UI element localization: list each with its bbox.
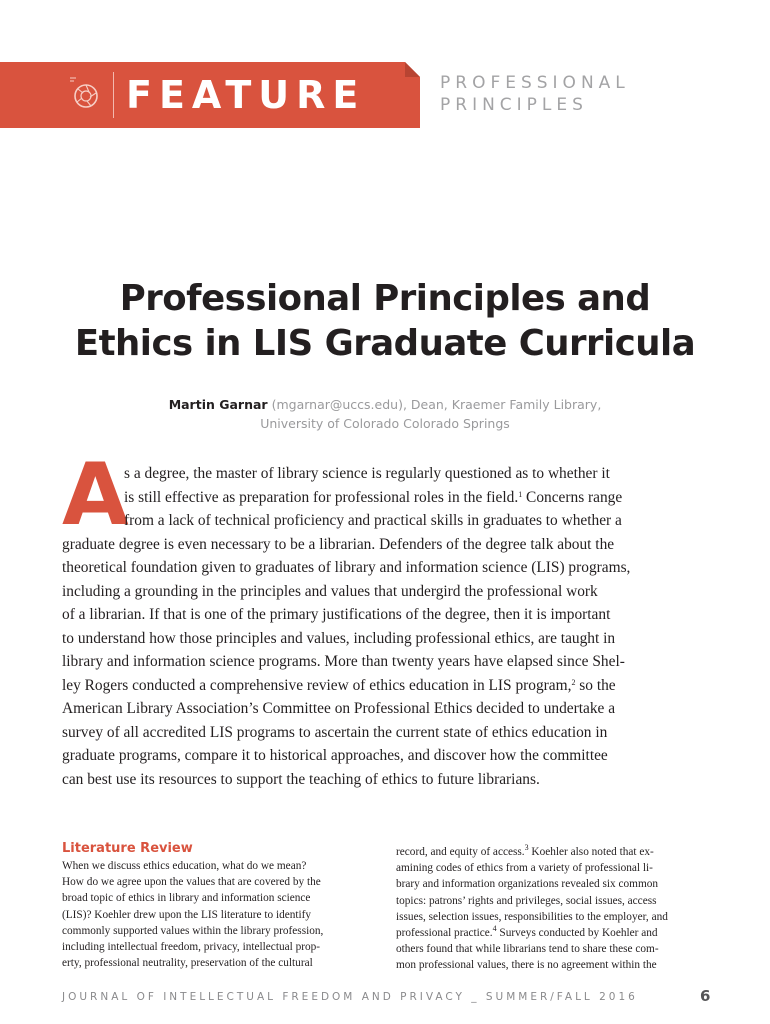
section-kicker	[440, 72, 630, 116]
author-detail: (mgarnar@uccs.edu), Dean, Kraemer Family Library,	[271, 397, 602, 412]
body-line: s a degree, the master of library science is regularly questioned as to whether it	[124, 465, 610, 482]
banner-divider	[113, 72, 114, 118]
body-line: graduate degree is even necessary to be a librarian. Defenders of the degree talk about the	[62, 535, 615, 553]
column-line: (LIS)? Koehler drew upon the LIS literature to identify	[62, 908, 312, 921]
byline-line-1	[0, 395, 770, 414]
column-line: How do we agree upon the values that are covered by the	[62, 876, 321, 889]
shutter-circle-icon	[68, 76, 104, 112]
column-line: brary and information organizations revealed six common	[396, 878, 659, 891]
page-number: 6	[700, 987, 711, 1005]
body-line: is still effective as preparation for professional roles in the field.$^1$ Concerns range	[124, 488, 623, 506]
body-line: ley Rogers conducted a comprehensive review of ethics education in LIS program,$^2$ so the	[62, 676, 616, 694]
column-line: amining codes of ethics from a variety of professional li-	[396, 862, 653, 875]
article-title	[0, 276, 770, 366]
kicker-line-1: PROFESSIONAL	[440, 73, 630, 93]
kicker-line-2: PRINCIPLES	[440, 95, 588, 115]
title-line-2: Ethics in LIS Graduate Curricula	[74, 323, 696, 364]
body-line: from a lack of technical proficiency and practical skills in graduates to whether a	[124, 512, 622, 529]
body-line: survey of all accredited LIS programs to ascertain the current state of ethics education in	[62, 723, 608, 741]
footnote-ref[interactable]: 3	[524, 843, 529, 852]
column-line: When we discuss ethics education, what do we mean?	[62, 860, 307, 872]
section-label: FEATURE	[126, 73, 366, 117]
title-line-1: Professional Principles and	[119, 278, 651, 319]
body-line: can best use its resources to support the teaching of ethics to future librarians.	[62, 770, 540, 788]
column-line: including intellectual freedom, privacy, intellectual prop-	[62, 941, 321, 954]
body-line: of a librarian. If that is one of the primary justifications of the degree, then it is important	[62, 606, 611, 623]
column-line: mon professional values, there is no agreement within the	[396, 959, 657, 972]
journal-footer: JOURNAL OF INTELLECTUAL FREEDOM AND PRIVACY _ SUMMER/FALL 2016	[62, 991, 638, 1003]
column-line: issues, selection issues, responsibilities to the employer, and	[396, 910, 668, 923]
column-line: erty, professional neutrality, preservation of the cultural	[62, 957, 313, 970]
body-line: including a grounding in the principles and values that undergird the professional work	[62, 582, 598, 600]
author-name: Martin Garnar	[168, 397, 268, 412]
left-column	[62, 840, 380, 971]
author-affiliation: University of Colorado Colorado Springs	[260, 416, 510, 431]
body-line: theoretical foundation given to graduates of library and information science (LIS) programs,	[62, 559, 631, 576]
banner-fold-shadow	[405, 62, 420, 77]
drop-cap: A	[62, 445, 129, 545]
footnote-ref[interactable]: 2	[571, 677, 576, 687]
body-line: American Library Association’s Committee on Professional Ethics decided to undertake a	[62, 700, 616, 717]
column-line: broad topic of ethics in library and information science	[62, 892, 311, 905]
body-line: graduate programs, compare it to historical approaches, and discover how the committee	[62, 747, 608, 764]
section-heading: Literature Review	[62, 841, 193, 856]
right-column	[396, 844, 714, 974]
body-line: to understand how those principles and values, including professional ethics, are taught in	[62, 629, 616, 647]
column-line: record, and equity of access.$^3$ Koehler also noted that ex-	[396, 843, 654, 858]
column-line: commonly supported values within the library profession,	[62, 924, 324, 937]
footnote-ref[interactable]: 4	[492, 924, 497, 934]
footnote-ref[interactable]: 1	[518, 489, 523, 499]
body-line: library and information science programs. More than twenty years have elapsed since Shel-	[62, 653, 625, 670]
byline	[0, 395, 770, 433]
column-line: professional practice.$^4$ Surveys conducted by Koehler and	[396, 924, 658, 940]
column-line: others found that while librarians tend to share these com-	[396, 943, 659, 956]
column-line: topics: patrons’ rights and privileges, social issues, access	[396, 894, 657, 907]
intro-paragraph	[62, 462, 716, 791]
